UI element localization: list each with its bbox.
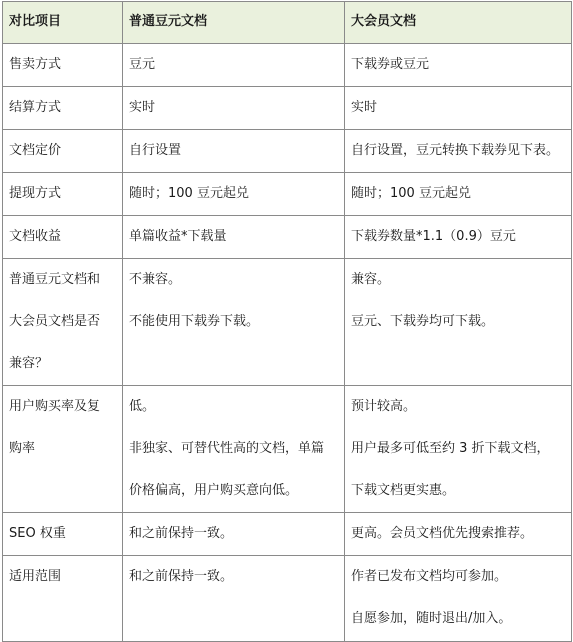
- table-cell-doudou-doc: [123, 556, 345, 642]
- table-cell-vip-doc: [345, 87, 572, 130]
- cell-text-line: 和之前保持一致。: [129, 569, 234, 584]
- table-cell-doudou-doc: [123, 130, 345, 173]
- table-cell-item: [3, 87, 123, 130]
- header-cell-vip-doc: 大会员文档: [345, 2, 572, 44]
- cell-text-line: 非独家、可替代性高的文档，单篇: [129, 441, 325, 456]
- cell-text-line: 适用范围: [9, 569, 62, 584]
- table-row: [3, 130, 572, 173]
- table-cell-item: [3, 216, 123, 259]
- cell-text-line: 下载文档更实惠。: [351, 483, 456, 498]
- table-cell-item: [3, 130, 123, 173]
- table-row: [3, 44, 572, 87]
- cell-text-line: 普通豆元文档和: [9, 272, 101, 287]
- cell-text-line: 文档收益: [9, 229, 62, 244]
- cell-text-line: 兼容？: [9, 356, 49, 371]
- table-row: [3, 513, 572, 556]
- cell-text-line: 作者已发布文档均可参加。: [351, 569, 508, 584]
- table-row: [3, 556, 572, 642]
- table-cell-item: [3, 259, 123, 386]
- table-cell-vip-doc: [345, 130, 572, 173]
- cell-text-line: 售卖方式: [9, 57, 62, 72]
- cell-text-line: 购率: [9, 441, 36, 456]
- cell-text-line: 自愿参加，随时退出/加入。: [351, 611, 512, 626]
- cell-text-line: 实时: [351, 100, 378, 115]
- table-row: [3, 87, 572, 130]
- cell-text-line: 低。: [129, 399, 156, 414]
- table-cell-doudou-doc: [123, 259, 345, 386]
- table-cell-item: [3, 173, 123, 216]
- table-row: [3, 216, 572, 259]
- table-cell-vip-doc: [345, 259, 572, 386]
- table-cell-item: [3, 386, 123, 513]
- comparison-table: [2, 1, 572, 642]
- cell-text-line: 下载券数量*1.1（0.9）豆元: [351, 229, 516, 244]
- cell-text-line: 下载券或豆元: [351, 57, 430, 72]
- table-row: [3, 259, 572, 386]
- cell-text-line: 结算方式: [9, 100, 62, 115]
- table-cell-doudou-doc: [123, 173, 345, 216]
- cell-text-line: 预计较高。: [351, 399, 417, 414]
- table-cell-item: [3, 44, 123, 87]
- table-cell-doudou-doc: [123, 87, 345, 130]
- cell-text-line: 随时；100 豆元起兑: [129, 186, 249, 201]
- table-cell-doudou-doc: [123, 44, 345, 87]
- cell-text-line: 文档定价: [9, 143, 62, 158]
- cell-text-line: 自行设置，豆元转换下载券见下表。: [351, 143, 560, 158]
- cell-text-line: 提现方式: [9, 186, 62, 201]
- cell-text-line: SEO 权重: [9, 526, 66, 541]
- cell-text-line: 大会员文档是否: [9, 314, 101, 329]
- cell-text-line: 单篇收益*下载量: [129, 229, 227, 244]
- cell-text-line: 豆元: [129, 57, 156, 72]
- table-cell-vip-doc: [345, 556, 572, 642]
- table-cell-vip-doc: [345, 386, 572, 513]
- cell-text-line: 兼容。: [351, 272, 391, 287]
- table-cell-item: [3, 556, 123, 642]
- cell-text-line: 不能使用下载券下载。: [129, 314, 260, 329]
- header-cell-item: 对比项目: [3, 2, 123, 44]
- cell-text-line: 不兼容。: [129, 272, 182, 287]
- table-cell-doudou-doc: [123, 513, 345, 556]
- table-row: [3, 173, 572, 216]
- cell-text-line: 随时；100 豆元起兑: [351, 186, 471, 201]
- cell-text-line: 自行设置: [129, 143, 182, 158]
- table-cell-vip-doc: [345, 44, 572, 87]
- cell-text-line: 和之前保持一致。: [129, 526, 234, 541]
- header-cell-doudou-doc: 普通豆元文档: [123, 2, 345, 44]
- cell-text-line: 价格偏高，用户购买意向低。: [129, 483, 299, 498]
- table-cell-item: [3, 513, 123, 556]
- cell-text-line: 更高。会员文档优先搜索推荐。: [351, 526, 534, 541]
- table-row: [3, 386, 572, 513]
- table-cell-vip-doc: [345, 513, 572, 556]
- comparison-table-body: [3, 2, 572, 642]
- cell-text-line: 用户最多可低至约 3 折下载文档，: [351, 441, 550, 456]
- cell-text-line: 实时: [129, 100, 156, 115]
- cell-text-line: 豆元、下载券均可下载。: [351, 314, 495, 329]
- table-cell-doudou-doc: [123, 216, 345, 259]
- table-cell-vip-doc: [345, 216, 572, 259]
- table-cell-doudou-doc: [123, 386, 345, 513]
- cell-text-line: 用户购买率及复: [9, 399, 101, 414]
- table-cell-vip-doc: [345, 173, 572, 216]
- header-row: [3, 2, 572, 44]
